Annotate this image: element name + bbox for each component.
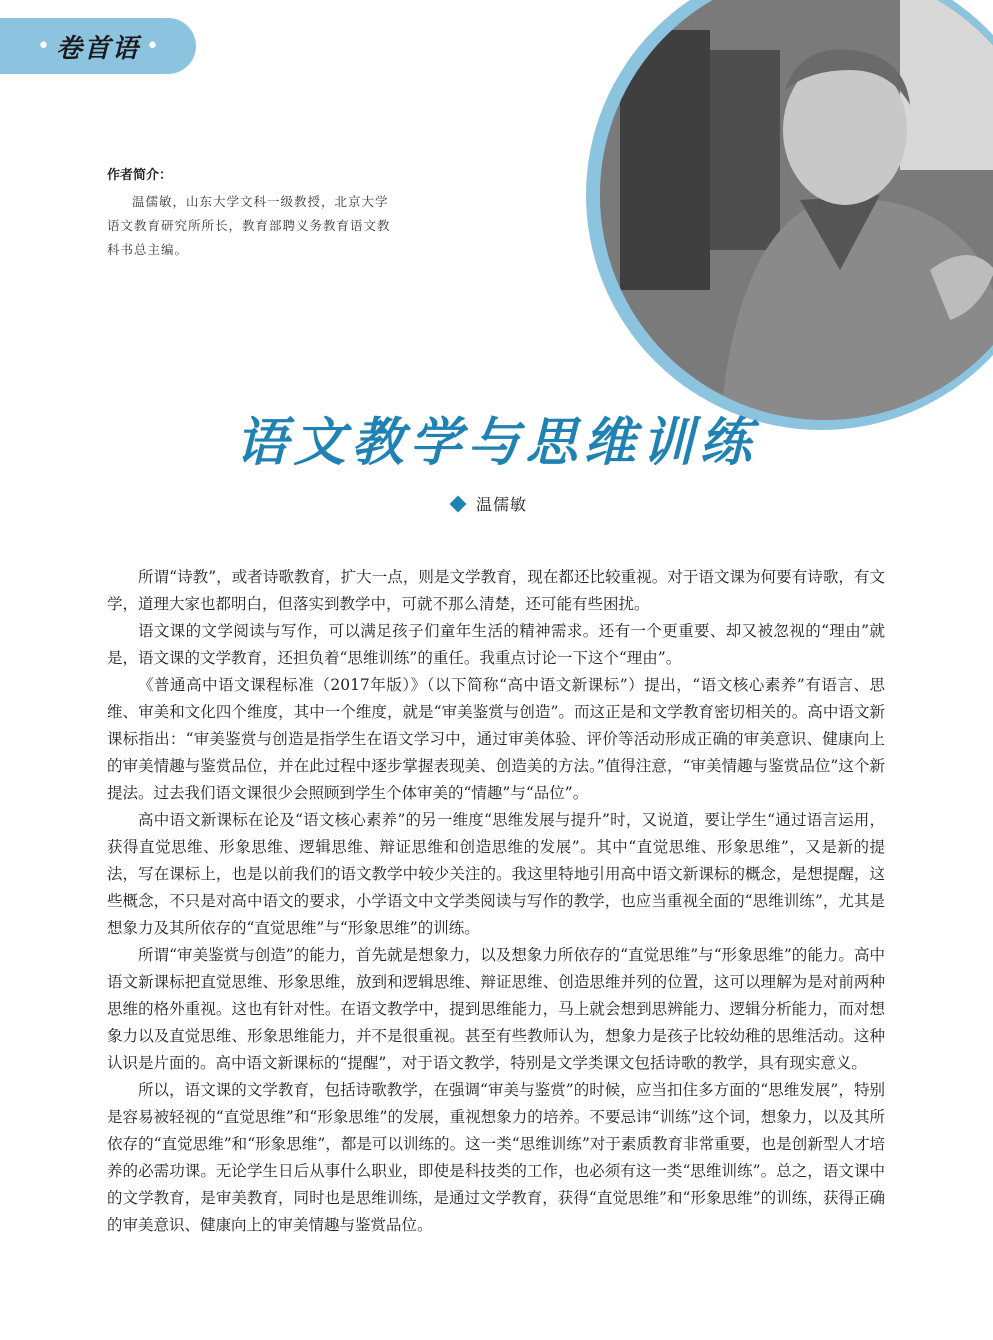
paragraph: 《普通高中语文课程标准（2017年版）》（以下简称“高中语文新课标”）提出，“语文核心素养”有语言、思维、审美和文化四个维度，其中一个维度，就是“审美鉴赏与创造”。而这正是和文学教育密切相关的。高中语文新课标指出：“审美鉴赏与创造是指学生在语文学习中，通过审美体验、评价等活动形成正确的审美意识、健康向上的审美情趣与鉴赏品位，并在此过程中逐步掌握表现美、创造美的方法。”值得注意，“审美情趣与鉴赏品位”这个新提法。过去我们语文课很少会照顾到学生个体审美的“情趣”与“品位”。 — [107, 676, 885, 802]
paragraph: 所谓“诗教”，或者诗歌教育，扩大一点，则是文学教育，现在都还比较重视。对于语文课为何要有诗歌，有文学，道理大家也都明白，但落实到教学中，可就不那么清楚，还可能有些困扰。 — [107, 568, 885, 613]
paragraph: 所以，语文课的文学教育，包括诗歌教学，在强调“审美与鉴赏”的时候，应当扣住多方面的“思维发展”，特别是容易被轻视的“直觉思维”和“形象思维”的发展，重视想象力的培养。不要忌讳“训练”这个词，想象力，以及其所依存的“直觉思维”和“形象思维”，都是可以训练的。这一类“思维训练”对于素质教育非常重要，也是创新型人才培养的必需功课。无论学生日后从事什么职业，即使是科技类的工作，也必须有这一类“思维训练”。总之，语文课中的文学教育，是审美教育，同时也是思维训练，是通过文学教育，获得“直觉思维”和“形象思维”的训练，获得正确的审美意识、健康向上的审美情趣与鉴赏品位。 — [107, 1081, 885, 1234]
paragraph: 所谓“审美鉴赏与创造”的能力，首先就是想象力，以及想象力所依存的“直觉思维”与“形象思维”的能力。高中语文新课标把直觉思维、形象思维，放到和逻辑思维、辩证思维、创造思维并列的位置，这可以理解为是对前两种思维的格外重视。这也有针对性。在语文教学中，提到思维能力，马上就会想到思辨能力、逻辑分析能力，而对想象力以及直觉思维、形象思维能力，并不是很重视。甚至有些教师认为，想象力是孩子比较幼稚的思维活动。这种认识是片面的。高中语文新课标的“提醒”，对于语文教学，特别是文学类课文包括诗歌的教学，具有现实意义。 — [107, 946, 885, 1072]
author-bio-heading: 作者简介： — [107, 168, 173, 183]
paragraph: 语文课的文学阅读与写作，可以满足孩子们童年生活的精神需求。还有一个更重要、却又被忽视的“理由”就是，语文课的文学教育，还担负着“思维训练”的重任。我重点讨论一下这个“理由”。 — [107, 622, 885, 667]
section-tab — [0, 18, 196, 74]
paragraph: 高中语文新课标在论及“语文核心素养”的另一维度“思维发展与提升”时，又说道，要让学生“通过语言运用，获得直觉思维、形象思维、逻辑思维、辩证思维和创造思维的发展”。其中“直觉思维、形象思维”，又是新的提法，写在课标上，也是以前我们的语文教学中较少关注的。我这里特地引用高中语文新课标的概念，是想提醒，这些概念，不只是对高中语文的要求，小学语文中文学类阅读与写作的教学，也应当重视全面的“思维训练”，尤其是想象力及其所依存的“直觉思维”与“形象思维”的训练。 — [107, 811, 885, 937]
author-byline — [452, 492, 527, 515]
tab-dot-left: • — [37, 33, 50, 59]
article-body — [107, 564, 885, 1239]
diamond-icon — [450, 495, 467, 512]
author-bio-text: 温儒敏，山东大学文科一级教授，北京大学语文教育研究所所长，教育部聘义务教育语文教科书总主编。 — [107, 194, 391, 257]
article-title: 语文教学与思维训练 — [235, 412, 758, 473]
tab-dot-right: • — [146, 33, 159, 59]
section-tab-label: 卷首语 — [55, 33, 140, 64]
author-name: 温儒敏 — [476, 495, 528, 514]
